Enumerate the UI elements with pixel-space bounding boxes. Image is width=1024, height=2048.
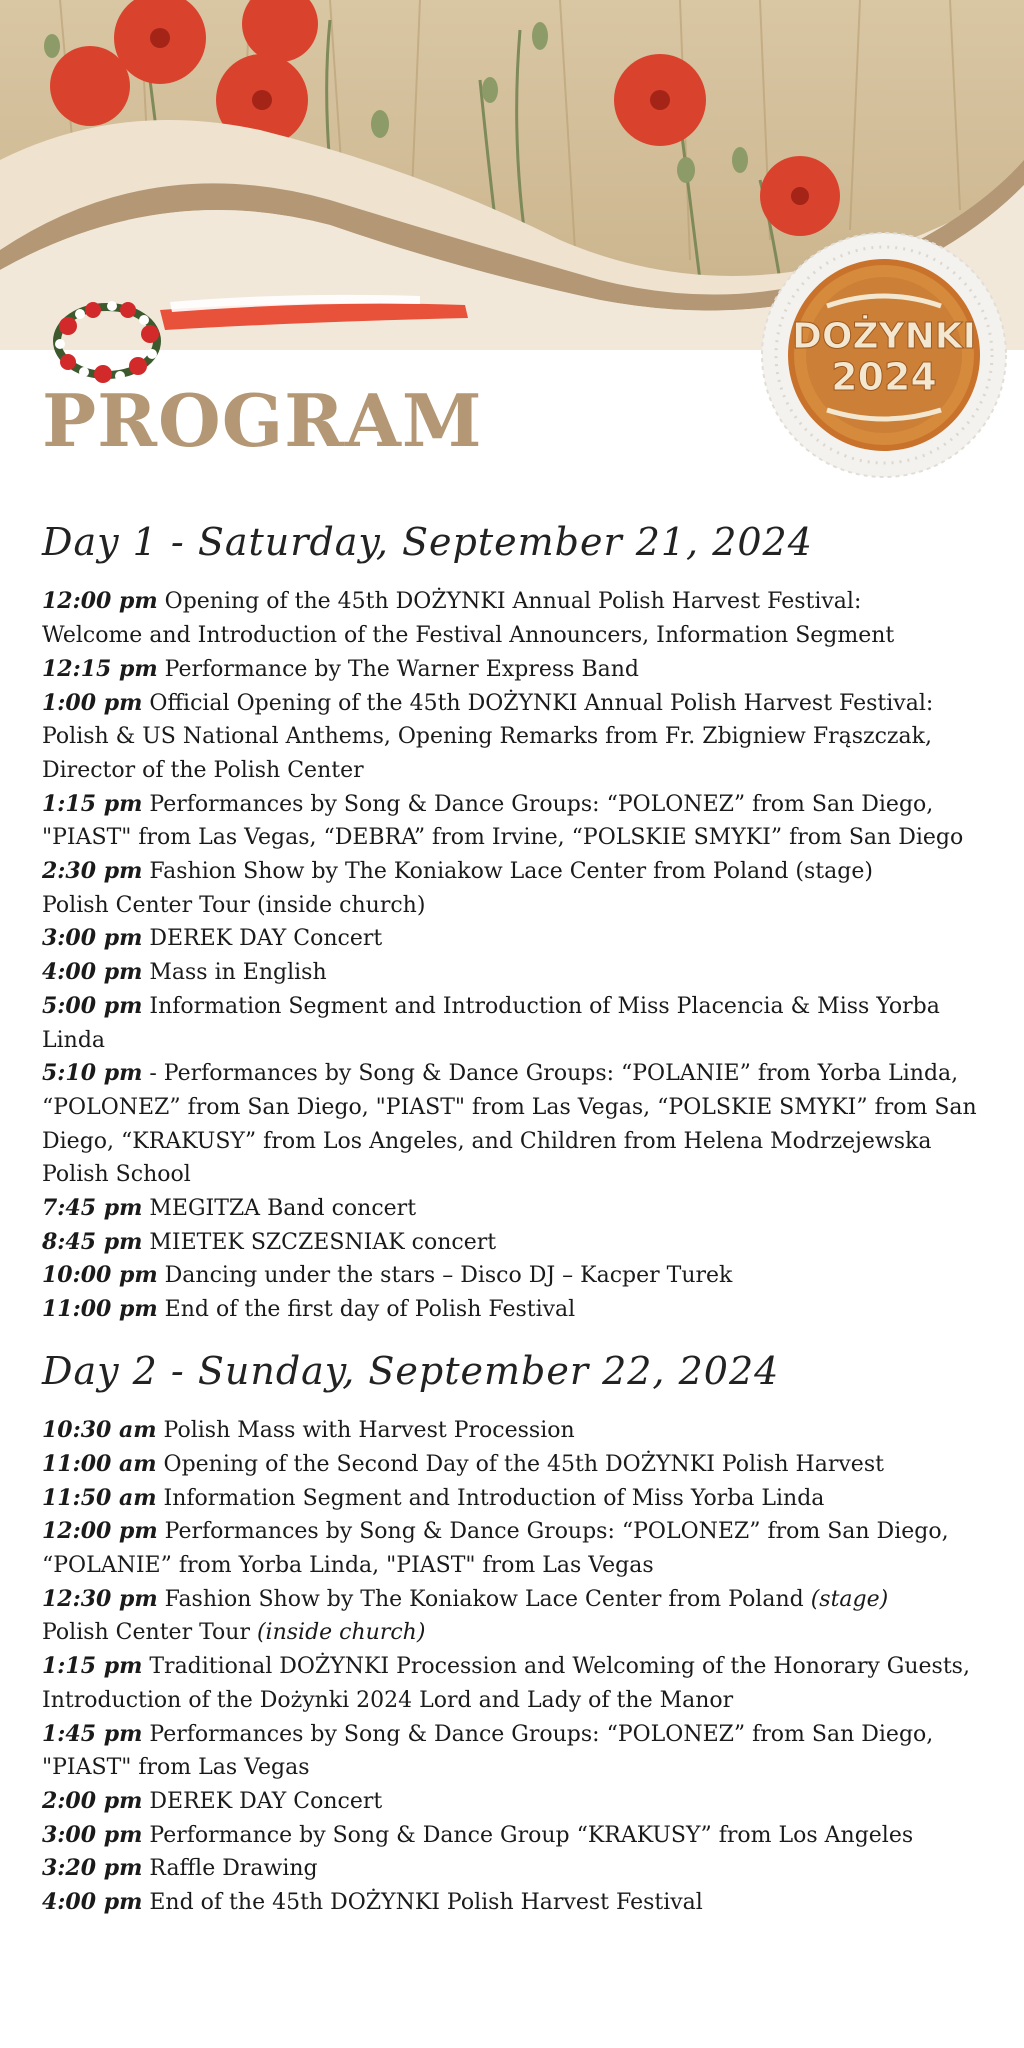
day-1-heading: Day 1 - Saturday, September 21, 2024 [42,520,813,564]
schedule-entry: 7:45 pm MEGITZA Band concert [42,1195,417,1222]
schedule-entry: 10:30 am Polish Mass with Harvest Procession [42,1417,575,1444]
schedule-entry: 1:45 pm Performances by Song & Dance Groups: “POLONEZ” from San Diego, "PIAST" from Las Vegas [42,1720,934,1781]
badge-text-name: DOŻYNKI [791,316,977,357]
schedule-entry: 12:00 pm Opening of the 45th DOŻYNKI Annual Polish Harvest Festival: Welcome and Introduction of the Festival Announcers, Information Segment [42,588,895,649]
schedule-entry: 1:15 pm Performances by Song & Dance Groups: “POLONEZ” from San Diego, "PIAST" from Las Vegas, “DEBRA” from Irvine, “POLSKIE SMYKI” from San Diego [42,790,964,851]
schedule-entry: 5:10 pm - Performances by Song & Dance Groups: “POLANIE” from Yorba Linda, “POLONEZ” from San Diego, "PIAST" from Las Vegas, “POLSKIE SMYKI” from San Diego, “KRAKUSY” from Los Angeles, and Children from Helena Modrzejewska Polish School [42,1060,977,1188]
schedule-entry: 11:00 pm End of the first day of Polish Festival [42,1296,576,1323]
schedule-entry: 12:00 pm Performances by Song & Dance Groups: “POLONEZ” from San Diego, “POLANIE” from Yorba Linda, "PIAST" from Las Vegas [42,1518,949,1579]
program-content [42,518,1002,1920]
day-2-section [42,1347,1002,1920]
schedule-entry: 4:00 pm End of the 45th DOŻYNKI Polish Harvest Festival [42,1889,703,1916]
schedule-entry: 8:45 pm MIETEK SZCZESNIAK concert [42,1228,497,1255]
day-2-heading: Day 2 - Sunday, September 22, 2024 [42,1348,780,1393]
page-title: PROGRAM [42,378,483,463]
schedule-entry: 1:15 pm Traditional DOŻYNKI Procession and Welcoming of the Honorary Guests, Introduction of the Dożynki 2024 Lord and Lady of the Manor [42,1653,970,1713]
schedule-entry: 2:00 pm DEREK DAY Concert [42,1787,383,1814]
schedule-entry: 12:30 pm Fashion Show by The Koniakow Lace Center from Poland (stage) Polish Center Tour (inside church) [42,1585,889,1646]
badge-text-year: 2024 [831,355,937,399]
schedule-entry: 4:00 pm Mass in English [42,959,327,986]
flower-wreath-icon [48,296,166,386]
schedule-entry: 12:15 pm Performance by The Warner Express Band [42,655,639,682]
schedule-entry: 11:00 am Opening of the Second Day of the 45th DOŻYNKI Polish Harvest [42,1450,884,1477]
schedule-entry: 3:20 pm Raffle Drawing [42,1855,318,1882]
schedule-entry: 1:00 pm Official Opening of the 45th DOŻYNKI Annual Polish Harvest Festival: Polish & US National Anthems, Opening Remarks from Fr. Zbigniew Frąszczak, Director of the Polish Center [42,689,934,783]
schedule-entry: 5:00 pm Information Segment and Introduction of Miss Placencia & Miss Yorba Linda [42,992,940,1053]
schedule-entry: 3:00 pm Performance by Song & Dance Group “KRAKUSY” from Los Angeles [42,1821,914,1848]
dozynki-bread-logo [757,228,1012,483]
schedule-entry: 3:00 pm DEREK DAY Concert [42,925,383,952]
schedule-entry: 2:30 pm Fashion Show by The Koniakow Lace Center from Poland (stage) Polish Center Tour (inside church) [42,858,873,918]
schedule-entry: 10:00 pm Dancing under the stars – Disco DJ – Kacper Turek [42,1262,733,1289]
day-1-section [42,518,1002,1327]
schedule-entry: 11:50 am Information Segment and Introduction of Miss Yorba Linda [42,1484,825,1511]
